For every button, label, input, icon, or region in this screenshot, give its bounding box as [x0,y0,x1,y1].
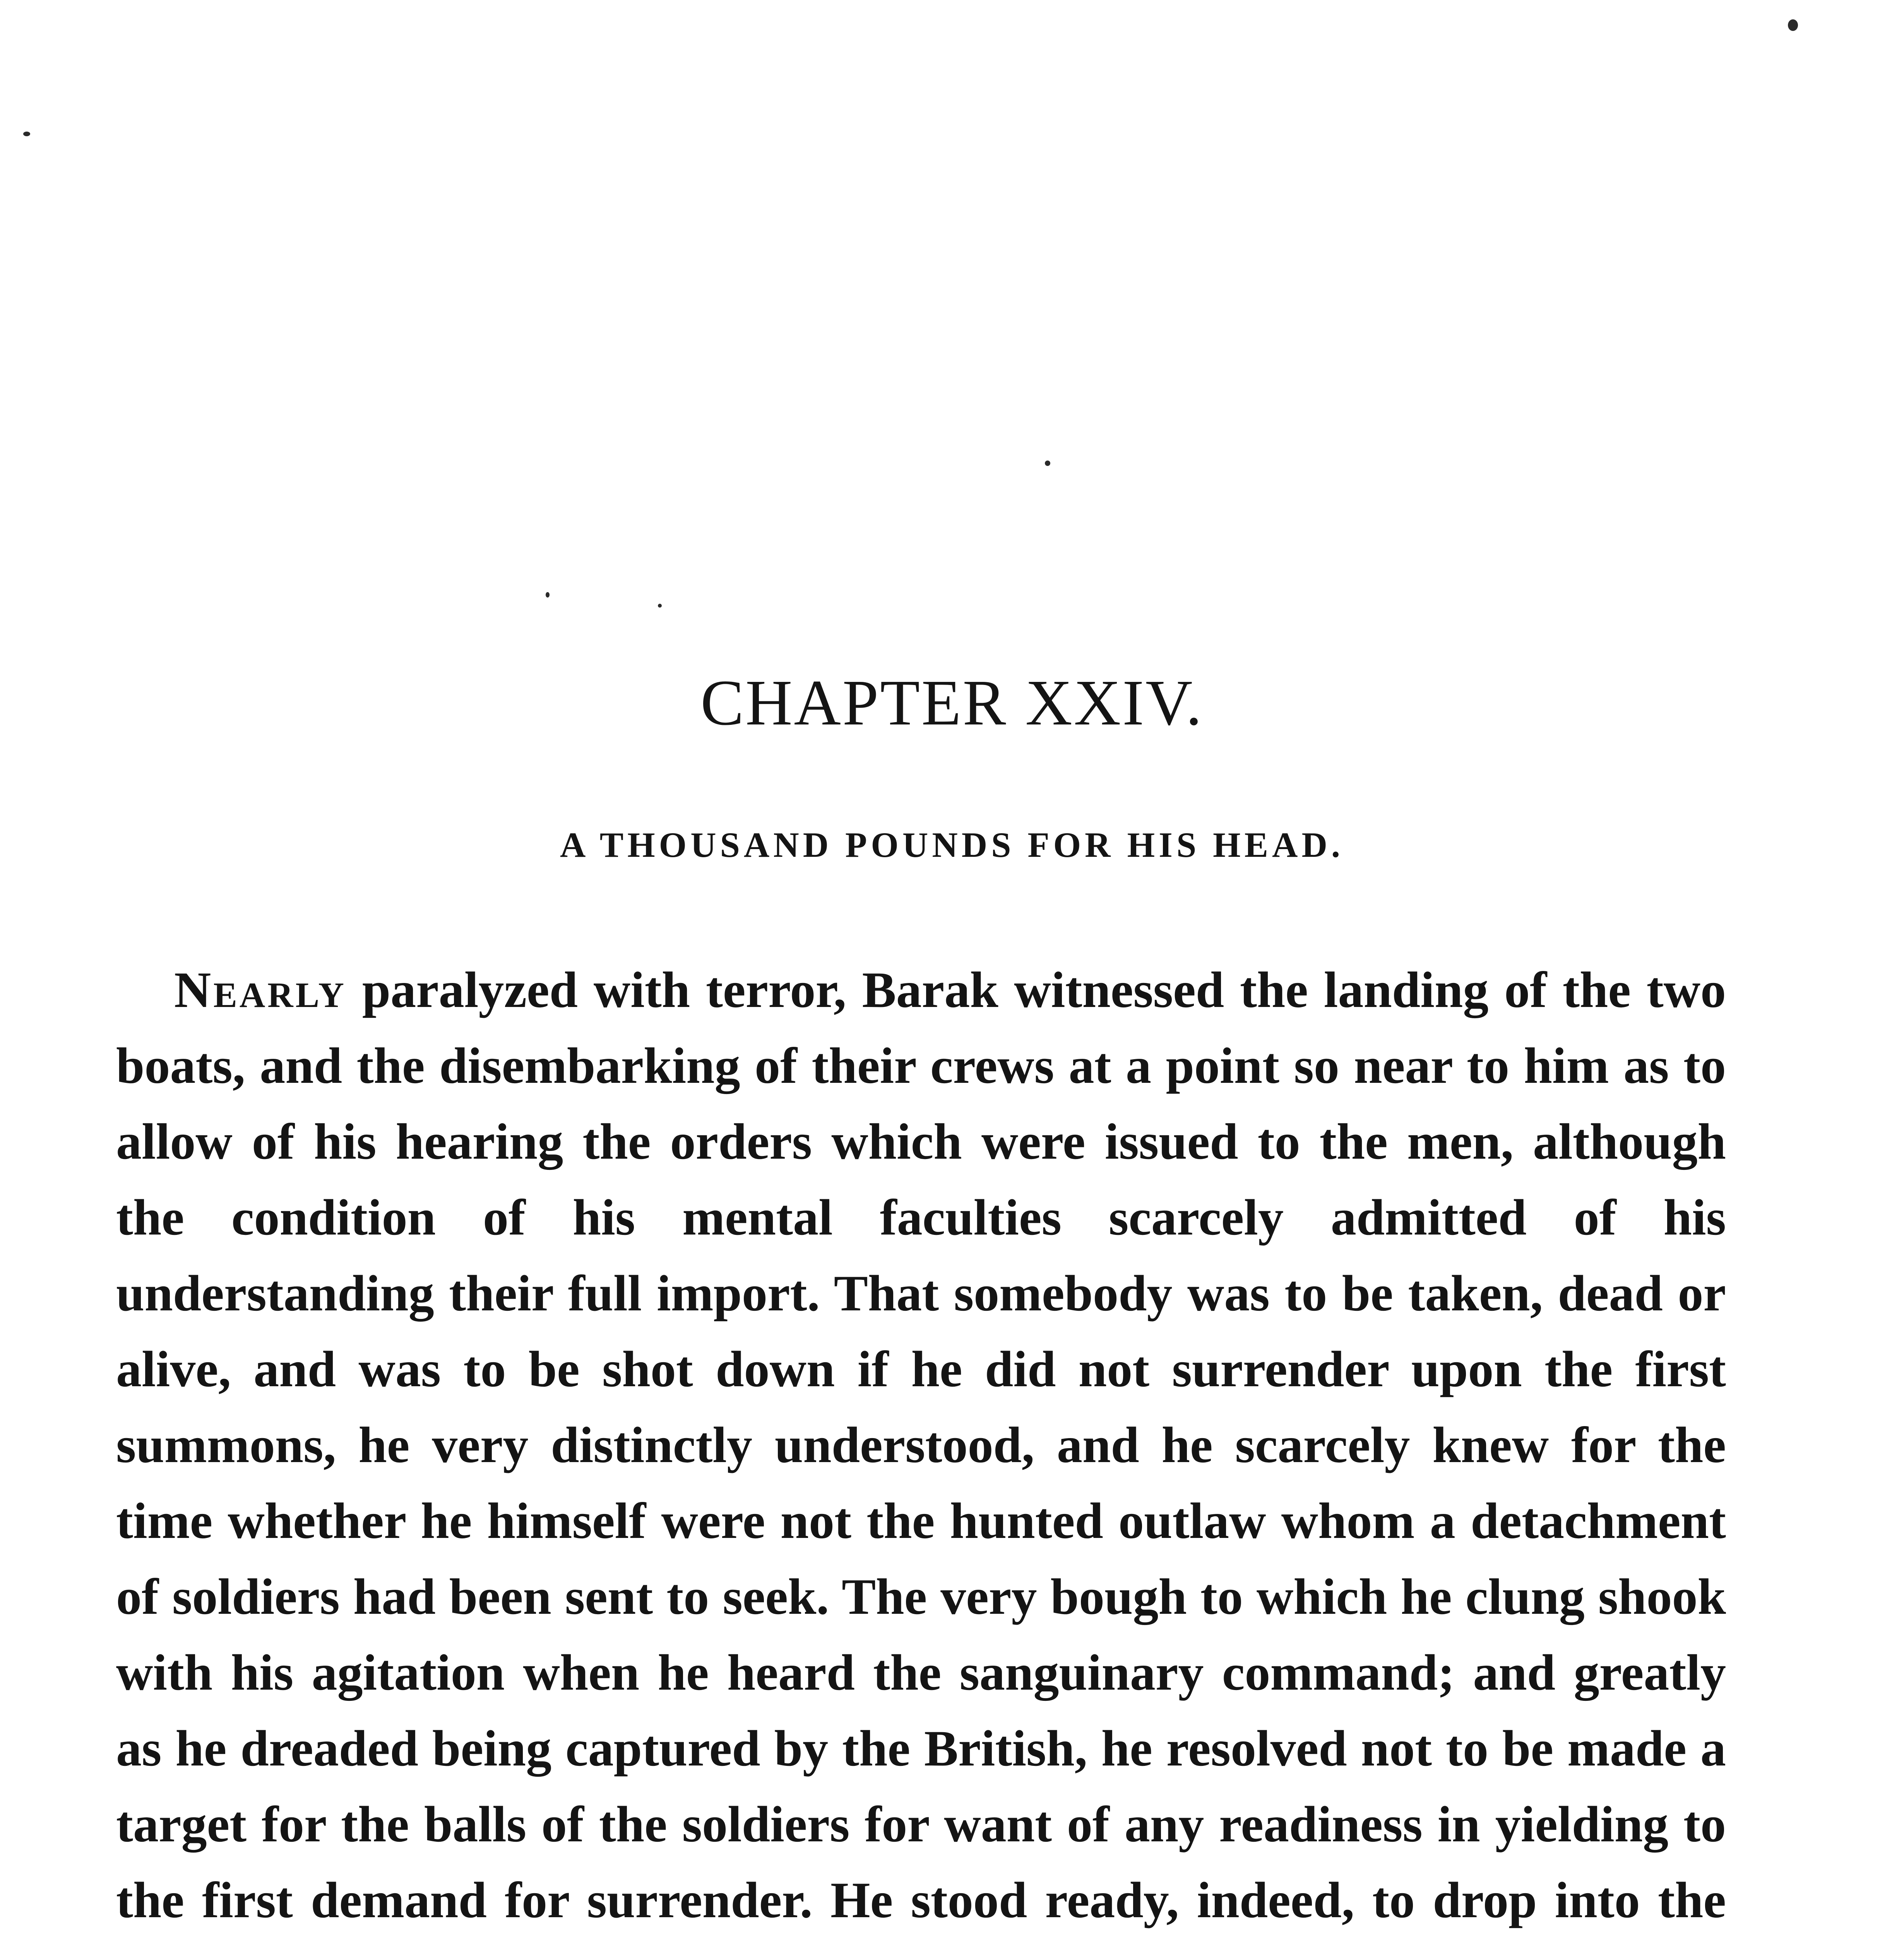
ink-speck [23,132,30,136]
chapter-title: CHAPTER XXIV. [700,667,1204,739]
paragraph-lead-word: Nearly [174,961,346,1018]
paragraph-text: paralyzed with terror, Barak witnessed the landing of the two boats, and the disembarking of their crews at a point so near to him as to allow of his hearing the orders which were issued to the men, although the condition of his mental faculties scarcely admitted of his understanding their full import. That somebody was to be taken, dead or alive, and was to be shot down if he did not surrender upon the first summons, he very distinctly understood, and he scarcely knew for the time whether he himself were not the hunted outlaw whom a detachment of soldiers had been sent to seek. The very bough to which he clung shook with his agitation when he heard the sanguinary command; and greatly as he dreaded being captured by the British, he resolved not to be made a target for the balls of the soldiers for want of any readiness in yielding to the first demand for surrender. He stood ready, indeed, to drop into the [116,961,1726,1928]
paragraph [116,952,1726,1935]
chapter-subtitle: A THOUSAND POUNDS FOR HIS HEAD. [560,825,1344,865]
ink-speck [658,604,662,608]
body-text [116,952,1726,1935]
ink-speck [546,592,550,598]
ink-speck [1788,19,1798,31]
ink-speck [1045,461,1050,466]
